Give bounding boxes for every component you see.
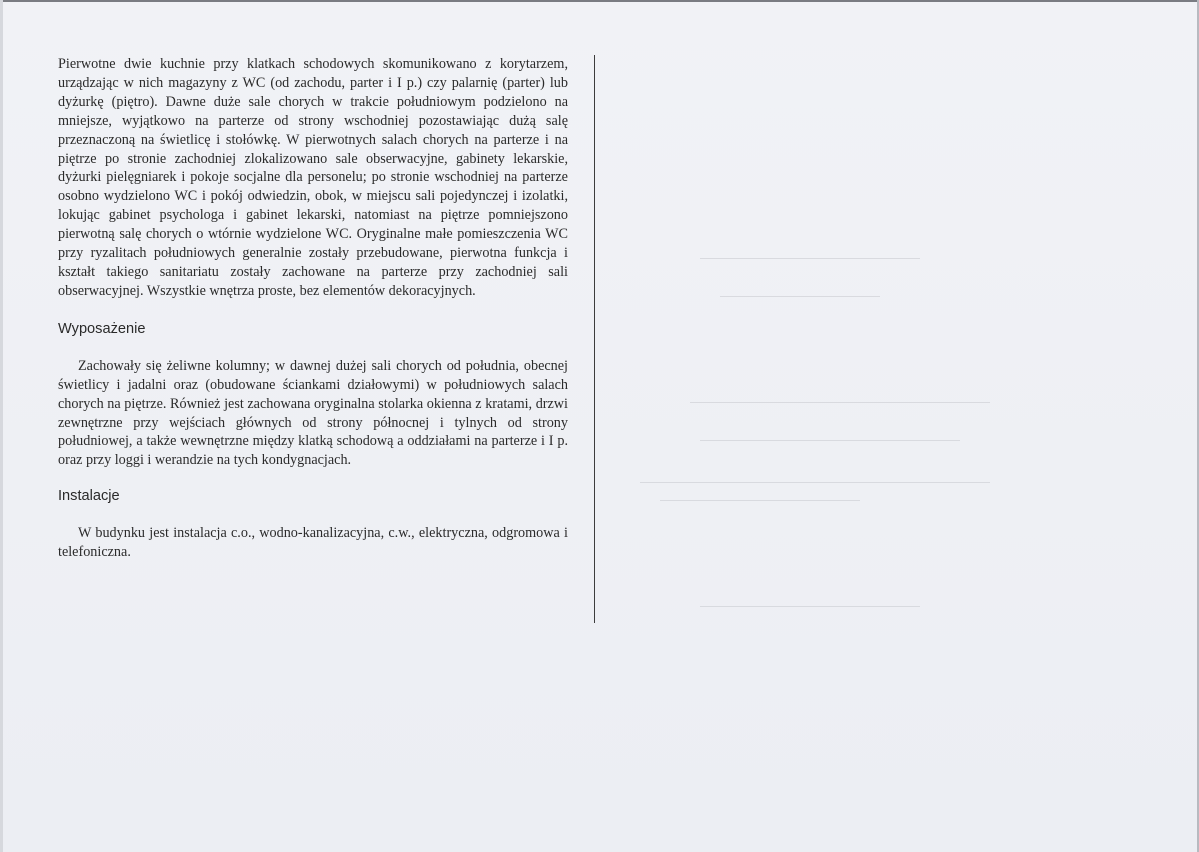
column-divider: [594, 55, 595, 623]
bleed-through-mark: [640, 482, 990, 483]
equipment-paragraph: Zachowały się żeliwne kolumny; w dawnej dużej sali chorych od południa, obecnej świetlicy i jadalni oraz (obudowane ściankami działowymi) w południowych salach chorych na piętrze. Również jest zachowana oryginalna stolarka okienna z kratami, drzwi zewnętrzne przy wejściach głównych od strony północnej i tylnych od strony południowej, a także wewnętrzne między klatką schodową a oddziałami na parterze i I p. oraz przy loggi i werandzie na tych kondygnacjach.: [58, 357, 568, 469]
bleed-through-mark: [660, 500, 860, 501]
section-heading-installations: Instalacje: [58, 488, 120, 505]
page-left-edge: [0, 0, 3, 852]
text-column: [58, 55, 568, 562]
intro-paragraph: Pierwotne dwie kuchnie przy klatkach schodowych skomunikowano z korytarzem, urządzając w nich magazyny z WC (od zachodu, parter i I p.) czy palarnię (parter) lub dyżurkę (piętro). Dawne duże sale chorych w trakcie południowym podzielono na mniejsze, wyjątkowo na parterze od strony wschodniej pozostawiając dużą salę przeznaczoną na świetlicę i stołówkę. W pierwotnych salach chorych na parterze i na piętrze po stronie zachodniej zlokalizowano sale obserwacyjne, gabinety lekarskie, dyżurki pielęgniarek i pokoje socjalne dla personelu; po stronie wschodniej na parterze osobno wydzielono WC i pokój odwiedzin, obok, w miejscu sali pojedynczej i izolatki, lokując gabinet psychologa i gabinet lekarski, natomiast na piętrze pomniejszono pierwotną salę chorych o wtórnie wydzielone WC. Oryginalne małe pomieszczenia WC przy ryzalitach południowych generalnie zostały przebudowane, pierwotna funkcja i kształt takiego sanitariatu zostały zachowane na parterze przy zachodniej sali obserwacyjnej. Wszystkie wnętrza proste, bez elementów dekoracyjnych.: [58, 56, 568, 299]
bleed-through-mark: [690, 402, 990, 403]
page-top-edge: [0, 0, 1199, 2]
bleed-through-mark: [700, 258, 920, 259]
bleed-through-mark: [720, 296, 880, 297]
bleed-through-mark: [700, 440, 960, 441]
bleed-through-mark: [700, 606, 920, 607]
section-heading-equipment: Wyposażenie: [58, 320, 146, 337]
installations-paragraph: W budynku jest instalacja c.o., wodno-kanalizacyjna, c.w., elektryczna, odgromowa i telefoniczna.: [58, 525, 568, 561]
